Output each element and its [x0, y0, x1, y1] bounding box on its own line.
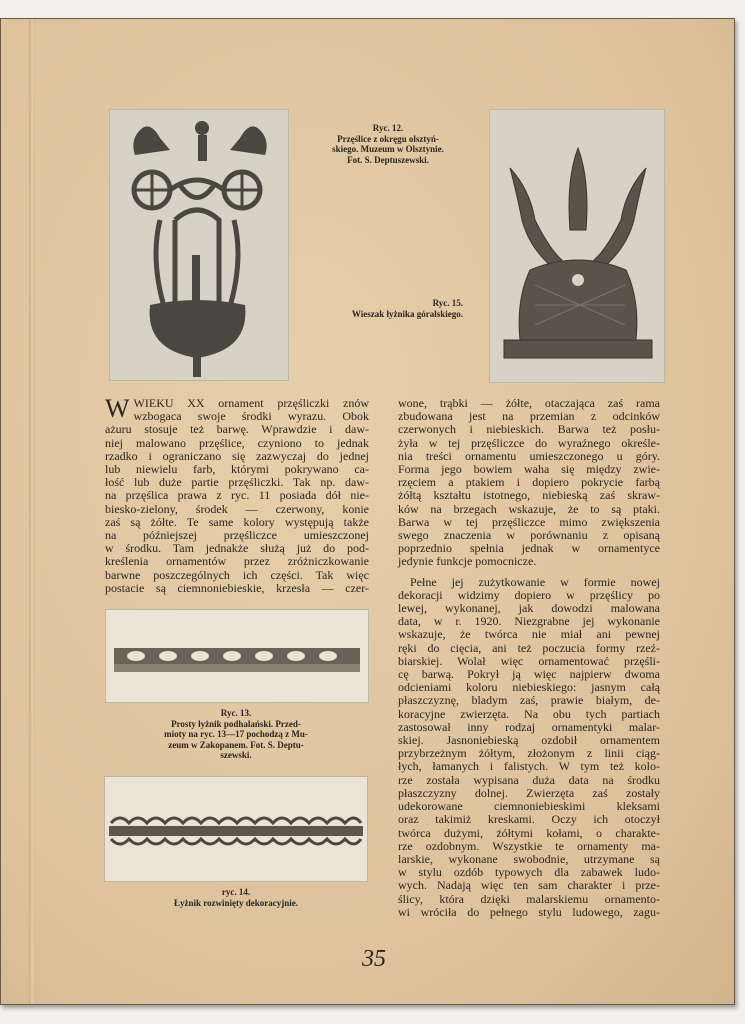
text-line: postacie są ciemnoniebieskie, krzesła — czer- [105, 580, 369, 595]
simple-spoon-rack-illustration [106, 610, 368, 702]
text-line: wi wróciła do pełnego stylu ludowego, zagu- [398, 904, 660, 919]
decorative-spoon-rack-illustration [105, 777, 367, 881]
left-text-column [105, 394, 369, 595]
text-line: żółtą kształtu istotnego, niebieską zaś skraw- [398, 488, 660, 503]
text-line: łych, łamanych i falistych. W tym też kolo- [398, 759, 660, 774]
text-line: biesko-zielony, środek — czerwony, konie [105, 501, 369, 516]
text-line: lub niewielu farb, którymi pokrywano ca- [105, 462, 369, 477]
text-line: twórca dużymi, żółtymi kołami, o charakte- [398, 825, 660, 840]
text-line: wzbogaca swoje środki wyrazu. Obok [133, 409, 369, 424]
caption-line: mioty na ryc. 13—17 pochodzą z Mu- [164, 729, 308, 739]
text-line: zastosował inny rodzaj ornamentyki malar- [398, 719, 660, 734]
caption-line: Prosty łyżnik podhalański. Przed- [171, 718, 301, 729]
text-line: Pełne jej zużytkowanie w formie nowej [410, 574, 660, 589]
caption-line: zeum w Zakopanem. Fot. S. Deptu- [168, 739, 304, 750]
text-line: płaszczyzny dolnej. Zwierzęta zaś zostały [398, 785, 660, 800]
text-line: płaszczyznę, bladym zaś, prawie białym, de- [398, 693, 660, 708]
text-line: swego znaczenia w porównaniu z opisaną [398, 528, 660, 543]
caption-line: szewski. [220, 750, 252, 760]
text-line: wone, trąbki — żółte, otaczająca zaś rama [398, 396, 660, 410]
text-line: poprzednio spełnia jednak w ornamentyce [398, 541, 660, 556]
figure-15-photo [489, 109, 665, 383]
text-line: na przęślica prawa z ryc. 11 posiada dół nie- [105, 488, 369, 503]
caption-line: Ryc. 15. [432, 298, 463, 308]
text-line: ażuru stosuje też barwę. Wprawdzie i daw- [105, 422, 369, 437]
text-line: wych. Nadają więc ten sam charakter i prze- [398, 878, 660, 893]
text-line: Barwa w tej przęśliczce mimo zwiększenia [398, 514, 660, 529]
text-line: odcieniami koloru niebieskiego: jasnym całą [398, 680, 660, 695]
text-line: rzęciem a ptakiem i dopiero pokrycie farbą [398, 475, 660, 490]
figure-13-caption [131, 708, 341, 761]
text-line: niej malowano przęślice, czyniono to jednak [105, 435, 369, 450]
caption-line: Fot. S. Deptuszewski. [347, 154, 429, 165]
text-line: Forma jego bowiem waha się między zwie- [398, 462, 660, 477]
text-line: rze została wypisana duża data na środku [398, 772, 660, 787]
caption-line: Ryc. 13. [220, 708, 252, 718]
figure-14-caption [131, 887, 341, 908]
text-line: biarskiej. Wolał więc ornamentować przęśli- [398, 653, 660, 668]
text-line: skiej. Jasnoniebieską ozdobił ornamentem [398, 733, 660, 748]
page-number: 35 [362, 946, 386, 972]
text-line: koracyjne zwierzęta. Na obu tych partiach [398, 706, 660, 721]
text-line: łość lub duże partie przęśliczki. Tak np. daw- [105, 475, 369, 490]
caption-line: Łyżnik rozwinięty dekoracyjnie. [173, 897, 299, 908]
text-line: jedynie funkcje pomocnicze. [398, 554, 537, 569]
text-line: kreślenia ornamentów przez zróżniczkowanie [105, 554, 369, 569]
caption-line: skiego. Muzeum w Olsztynie. [332, 144, 444, 154]
caption-line: Ryc. 12. [372, 123, 404, 133]
paragraph [398, 576, 660, 919]
text-line: zaś są żółte. Te same kolory występują także [105, 514, 369, 529]
text-line: czerwonych i niebieskich. Barwa też posłu- [398, 422, 660, 437]
text-line: wskazuje, że twórca nie miał ani pewnej [398, 627, 660, 642]
text-line: nia treści ornamentu umieszczonego u góry. [398, 448, 660, 463]
caption-line: ryc. 14. [221, 887, 251, 897]
text-line: oraz takimiż kreskami. Oczy ich otoczył [398, 812, 660, 827]
text-line: przybrzeżnym żółtym, złożonym z linii ciąg- [398, 746, 660, 761]
text-line: żyła w tej przęśliczce do wyraźnego określe- [398, 435, 660, 450]
text-line: w środku. Tam jednakże służą już do pod- [105, 541, 369, 556]
text-line: rzadko i ograniczano się zazwyczaj do jednej [105, 448, 369, 463]
figure-13-photo [105, 609, 369, 703]
figure-12-photo [109, 109, 289, 381]
text-line: ręki do cięcia, ani też poczucia formy rzeź- [398, 640, 660, 655]
text-line: dekoracji widzimy dopiero w przęślicy po [398, 587, 660, 602]
text-line: lewej, wykonanej, jak dowodzi malowana [398, 601, 660, 616]
distaff-illustration [110, 110, 288, 380]
figure-12-caption [303, 123, 473, 165]
caption-line: Wieszak łyżnika góralskiego. [351, 308, 463, 319]
right-text-column [398, 397, 660, 919]
caption-line: Przęślice z okręgu olsztyń- [337, 133, 439, 144]
text-line: larskie, wykonane swobodnie, utrzymane są [398, 851, 660, 866]
figure-15-caption [301, 298, 463, 319]
text-line: zbudowana jest na przemian z odcinków [398, 409, 660, 424]
text-line: ślicy, która dzięki malarskiemu ornamento- [398, 891, 660, 906]
text-line: w stylu ozdób typowych dla zabawek ludo- [398, 865, 660, 880]
text-line: barwne poszczególnych ich części. Tak więc [105, 567, 369, 582]
text-line: udekorowane ciemnoniebieskimi kleksami [398, 799, 660, 814]
text-line: ków na brzegach wskazuje, że to są ptaki. [398, 501, 660, 516]
page-spine [29, 19, 35, 1004]
book-page [0, 18, 735, 1005]
paragraph [398, 397, 660, 569]
spoon-rack-illustration [490, 110, 664, 382]
text-line: WIEKU XX ornament przęśliczki znów [133, 396, 369, 410]
drop-cap: W [105, 394, 130, 423]
text-line: data, w r. 1920. Niezgrabne jej wykonanie [398, 614, 660, 629]
text-line: cę barwą. Pokrył ją więc najpierw dwoma [398, 667, 660, 682]
text-line: rze ozdobnym. Wszystkie te ornamenty ma- [398, 838, 660, 853]
text-line: na późniejszej przęśliczce umieszczonej [105, 528, 369, 543]
figure-14-photo [104, 776, 368, 882]
